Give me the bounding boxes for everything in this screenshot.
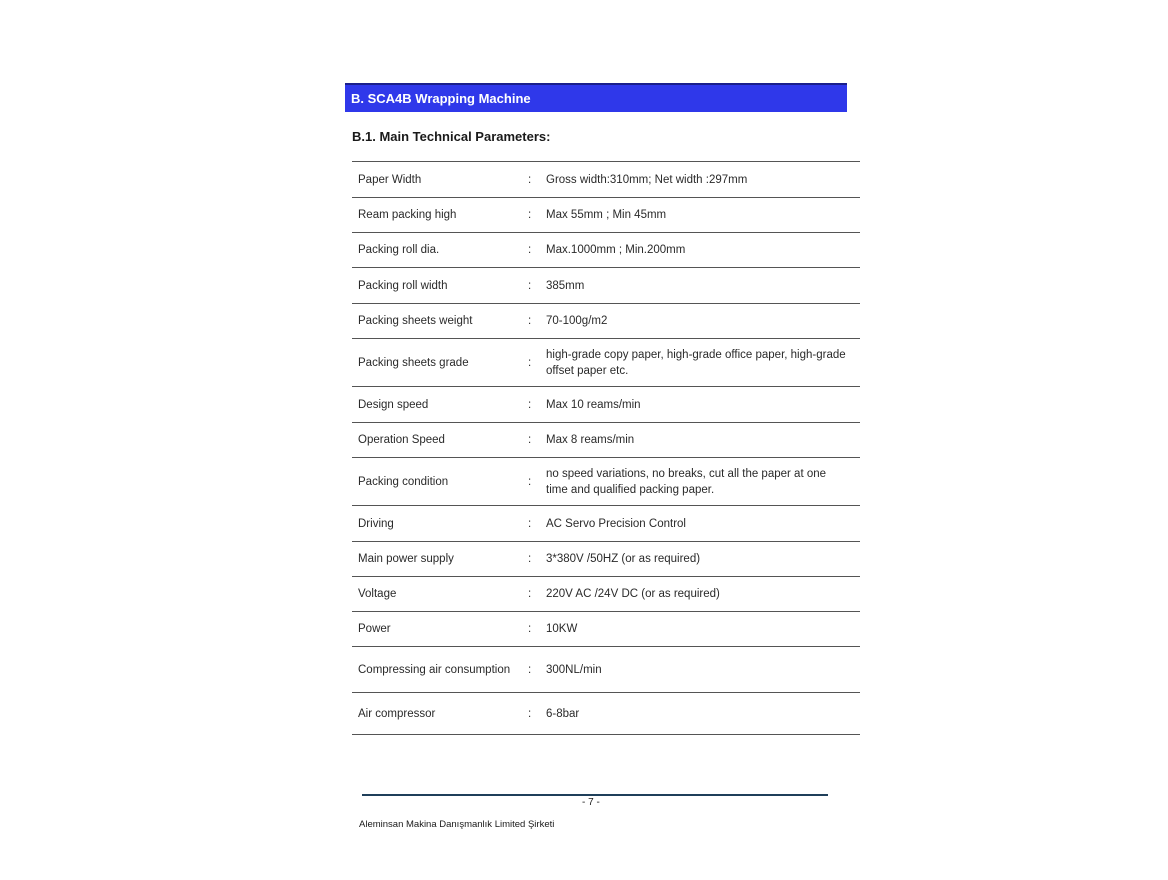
spec-separator: : xyxy=(528,553,532,565)
section-title: B. SCA4B Wrapping Machine xyxy=(351,91,531,106)
spec-separator: : xyxy=(528,209,532,221)
spec-separator: : xyxy=(528,623,532,635)
spec-value: 70-100g/m2 xyxy=(546,315,608,327)
spec-separator: : xyxy=(528,707,532,720)
spec-separator: : xyxy=(528,517,532,530)
spec-label: Ream packing high xyxy=(358,209,457,221)
spec-row xyxy=(352,577,860,612)
spec-row xyxy=(352,304,860,339)
spec-label: Packing roll width xyxy=(358,279,448,292)
spec-separator: : xyxy=(528,434,532,446)
spec-row xyxy=(352,647,860,693)
spec-label: Design speed xyxy=(358,398,429,411)
spec-label: Air compressor xyxy=(358,707,436,720)
spec-row xyxy=(352,198,860,233)
spec-value: Max.1000mm ; Min.200mm xyxy=(546,244,686,256)
spec-row xyxy=(352,506,860,542)
spec-label: Packing roll dia. xyxy=(358,244,440,256)
spec-value: 10KW xyxy=(546,623,578,635)
spec-table xyxy=(352,161,860,735)
spec-label: Packing condition xyxy=(358,475,449,488)
footer-company-name: Aleminsan Makina Danışmanlık Limited Şirketi xyxy=(359,819,555,830)
spec-separator: : xyxy=(528,244,532,256)
spec-value: 385mm xyxy=(546,279,585,292)
spec-value: AC Servo Precision Control xyxy=(546,517,686,530)
spec-label: Driving xyxy=(358,517,394,530)
spec-row xyxy=(352,268,860,304)
spec-row xyxy=(352,693,860,735)
spec-label: Packing sheets grade xyxy=(358,356,469,369)
spec-row xyxy=(352,458,860,506)
spec-row xyxy=(352,162,860,198)
spec-row xyxy=(352,542,860,577)
spec-separator: : xyxy=(528,475,532,488)
spec-label: Operation Speed xyxy=(358,434,445,446)
page-number: - 7 - xyxy=(582,797,600,808)
spec-row xyxy=(352,387,860,423)
spec-value: Max 8 reams/min xyxy=(546,434,635,446)
footer-divider xyxy=(362,794,828,796)
spec-label: Main power supply xyxy=(358,553,454,565)
spec-label: Compressing air consumption xyxy=(358,663,511,676)
spec-label: Paper Width xyxy=(358,173,422,186)
spec-separator: : xyxy=(528,173,532,186)
spec-value: no speed variations, no breaks, cut all the paper at one time and qualified packing paper. xyxy=(546,467,827,496)
spec-row xyxy=(352,612,860,647)
spec-value: 3*380V /50HZ (or as required) xyxy=(546,553,701,565)
spec-row xyxy=(352,233,860,268)
spec-value: 220V AC /24V DC (or as required) xyxy=(546,588,720,600)
spec-separator: : xyxy=(528,315,532,327)
spec-value: high-grade copy paper, high-grade office paper, high-grade offset paper etc. xyxy=(546,348,846,377)
spec-row xyxy=(352,423,860,458)
spec-separator: : xyxy=(528,398,532,411)
spec-value: 300NL/min xyxy=(546,663,602,676)
spec-separator: : xyxy=(528,356,532,369)
spec-value: Gross width:310mm; Net width :297mm xyxy=(546,173,748,186)
spec-separator: : xyxy=(528,588,532,600)
section-header xyxy=(345,83,847,112)
spec-value: Max 10 reams/min xyxy=(546,398,641,411)
subsection-title: B.1. Main Technical Parameters: xyxy=(352,129,551,144)
spec-label: Power xyxy=(358,623,391,635)
spec-separator: : xyxy=(528,663,532,676)
spec-label: Voltage xyxy=(358,588,397,600)
spec-row xyxy=(352,339,860,387)
spec-value: 6-8bar xyxy=(546,707,580,720)
spec-label: Packing sheets weight xyxy=(358,315,473,327)
spec-separator: : xyxy=(528,279,532,292)
spec-value: Max 55mm ; Min 45mm xyxy=(546,209,667,221)
